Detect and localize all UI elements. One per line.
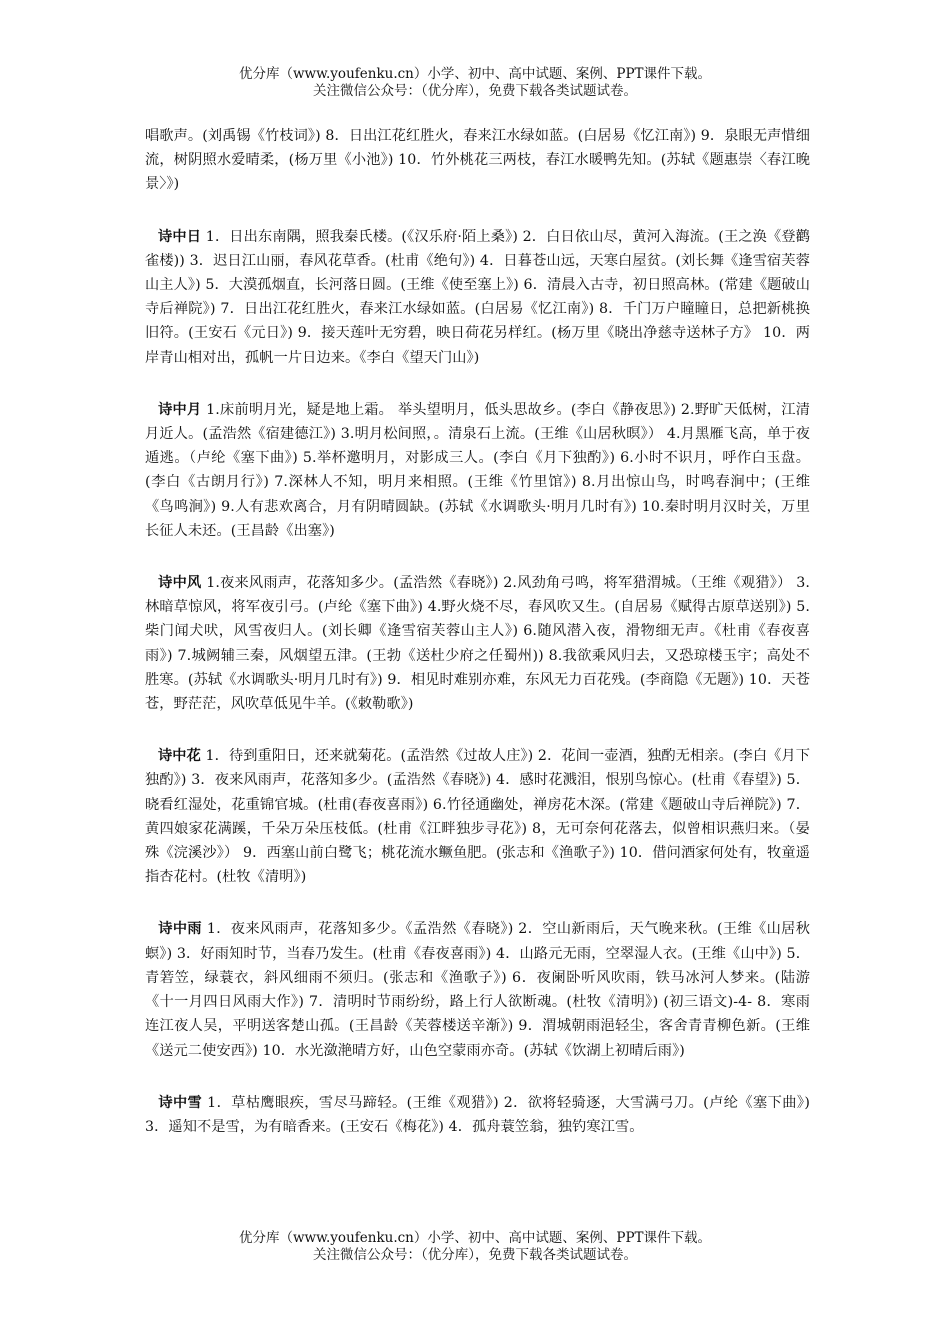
section-title-flower: 诗中花 [158,748,201,765]
footer-line-1: 优分库（www.youfenku.cn）小学、初中、高中试题、案例、PPT课件下载。 [238,1230,712,1246]
section-title-rain: 诗中雨 [158,921,202,938]
page-header [0,66,950,100]
section-title-snow: 诗中雪 [158,1094,203,1111]
document-body [145,124,810,1167]
paragraph-text: 1．日出东南隅，照我秦氏楼。(《汉乐府·陌上桑》) 2．白日依山尽，黄河入海流。(王之涣《登鹳雀楼)) 3．迟日江山丽，春风花草香。(杜甫《绝句》) 4．日暮苍山远，天寒白屋贫。(刘长舞《逢雪宿芙蓉山主人》) 5．大漠孤烟直，长河落日圆。(王维《使至塞上》) 6．清晨入古寺，初日照高林。(常建《题破山寺后禅院》) 7．日出江花红胜火，春来江水绿如蓝。(白居易《忆江南》) 8．千门万户瞳瞳日，总把新桃换旧符。(王安石《元日》) 9．接天莲叶无穷碧，映日荷花另样红。(杨万里《晓出净慈寺送林子方》 10．两岸青山相对出，孤帆一片日边来。《李白《望天门山》) [145,228,810,366]
paragraph-text: 1．夜来风雨声，花落知多少。《孟浩然《春晓》) 2．空山新雨后，天气晚来秋。(王维《山居秋螟》) 3．好雨知时节，当春乃发生。(杜甫《春夜喜雨》) 4．山路元无雨，空翠湿人衣。(王维《山中》) 5．青箬笠，绿蓑衣，斜风细雨不须归。(张志和《渔歌子》) 6．夜阑卧听风吹雨，铁马冰河人梦来。(陆游《十一月四日风雨大作》) 7．清明时节雨纷纷，路上行人欲断魂。(杜牧《清明》) (初三语文)-4- 8．寒雨连江夜人吴，平明送客楚山孤。(王昌龄《芙蓉楼送辛渐》) 9．渭城朝雨浥轻尘，客舍青青柳色新。(王维《送元二使安西》) 10．水光潋滟晴方好，山色空蒙雨亦奇。(苏轼《饮湖上初晴后雨》) [145,921,810,1059]
section-title-moon: 诗中月 [158,401,202,418]
section-title-sun: 诗中日 [158,228,202,245]
footer-line-2: 关注微信公众号：（优分库），免费下载各类试题试卷。 [313,1247,637,1263]
paragraph-poems-flower [145,744,810,889]
paragraph-text: 1.夜来风雨声，花落知多少。(孟浩然《春晓》) 2.风劲角弓鸣，将军猎渭城。（王维《观猎》） 3.林暗草惊风，将军夜引弓。(卢纶《塞下曲》) 4.野火烧不尽，春风吹又生。(自居易《赋得古原草送别》) 5.柴门闻犬吠，风雪夜归人。(刘长卿《逢雪宿芙蓉山主人》) 6.随风潜入夜，滑物细无声。《杜甫《春夜喜雨》) 7.城阙辅三秦，风烟望五津。(王勃《送杜少府之任蜀州)) 8.我欲乘风归去，又恐琼楼玉宇；高处不胜寒。(苏轼《水调歌头·明月几时有》) 9．相见时难别亦难，东风无力百花残。(李商隐《无题》) 10．天苍苍，野茫茫，风吹草低见牛羊。(《敕勒歌》) [145,575,810,713]
paragraph-text: 1.床前明月光，疑是地上霜。 举头望明月，低头思故乡。(李白《静夜思》) 2.野旷天低树，江清月近人。(孟浩然《宿建德江》) 3.明月松间照，。清泉石上流。(王维《山居秋暝》） 4.月黑雁飞高，单于夜遁逃。（卢纶《塞下曲》) 5.举杯邀明月，对影成三人。(李白《月下独酌》) 6.小时不识月，呼作白玉盘。(李白《古朗月行》) 7.深林人不知，明月来相照。(王维《竹里馆》) 8.月出惊山鸟，时鸣春涧中；(王维《鸟鸣涧》) 9.人有悲欢离合，月有阴晴圆缺。(苏轼《水调歌头·明月几时有》) 10.秦时明月汉时关，万里长征人未还。(王昌龄《出塞》) [145,401,810,539]
paragraph-continued [145,124,810,197]
header-line-2: 关注微信公众号：（优分库），免费下载各类试题试卷。 [313,83,637,99]
page-footer [0,1230,950,1264]
section-title-wind: 诗中风 [158,575,202,592]
paragraph-text: 1．草枯鹰眼疾，雪尽马蹄轻。(王维《观猎》) 2．欲将轻骑逐，大雪满弓刀。(卢纶《塞下曲》) 3．遥知不是雪，为有暗香来。(王安石《梅花》) 4．孤舟蓑笠翁，独钓寒江雪。 [145,1094,810,1135]
paragraph-text: 1．待到重阳日，还来就菊花。(孟浩然《过故人庄》) 2．花间一壶酒，独酌无相亲。(李白《月下独酌》) 3．夜来风雨声，花落知多少。(孟浩然《春晓》) 4．感时花溅泪，恨别鸟惊心。(杜甫《春望》) 5．晓看红湿处，花重锦官城。(杜甫(春夜喜雨》) 6.竹径通幽处，禅房花木深。(常建《题破山寺后禅院》) 7．黄四娘家花满蹊，千朵万朵压枝低。(杜甫《江畔独步寻花》) 8，无可奈何花落去，似曾相识燕归来。（晏殊《浣溪沙》） 9．西塞山前白鹭飞；桃花流水鳜鱼肥。(张志和《渔歌子》) 10．借问酒家何处有，牧童遥指杏花村。(杜牧《清明》) [145,748,811,886]
paragraph-poems-wind [145,571,810,716]
header-line-1: 优分库（www.youfenku.cn）小学、初中、高中试题、案例、PPT课件下载。 [238,66,712,82]
paragraph-text: 唱歌声。(刘禹锡《竹枝词》) 8．日出江花红胜火，春来江水绿如蓝。(白居易《忆江南》) 9．泉眼无声惜细流，树阴照水爱晴柔，(杨万里《小池》) 10．竹外桃花三两枝，春江水暖鸭先知。(苏轼《题惠崇〈春江晚景〉》) [145,128,810,193]
paragraph-poems-rain [145,917,810,1062]
paragraph-poems-snow [145,1091,810,1139]
paragraph-poems-sun [145,225,810,370]
paragraph-poems-moon [145,398,810,543]
